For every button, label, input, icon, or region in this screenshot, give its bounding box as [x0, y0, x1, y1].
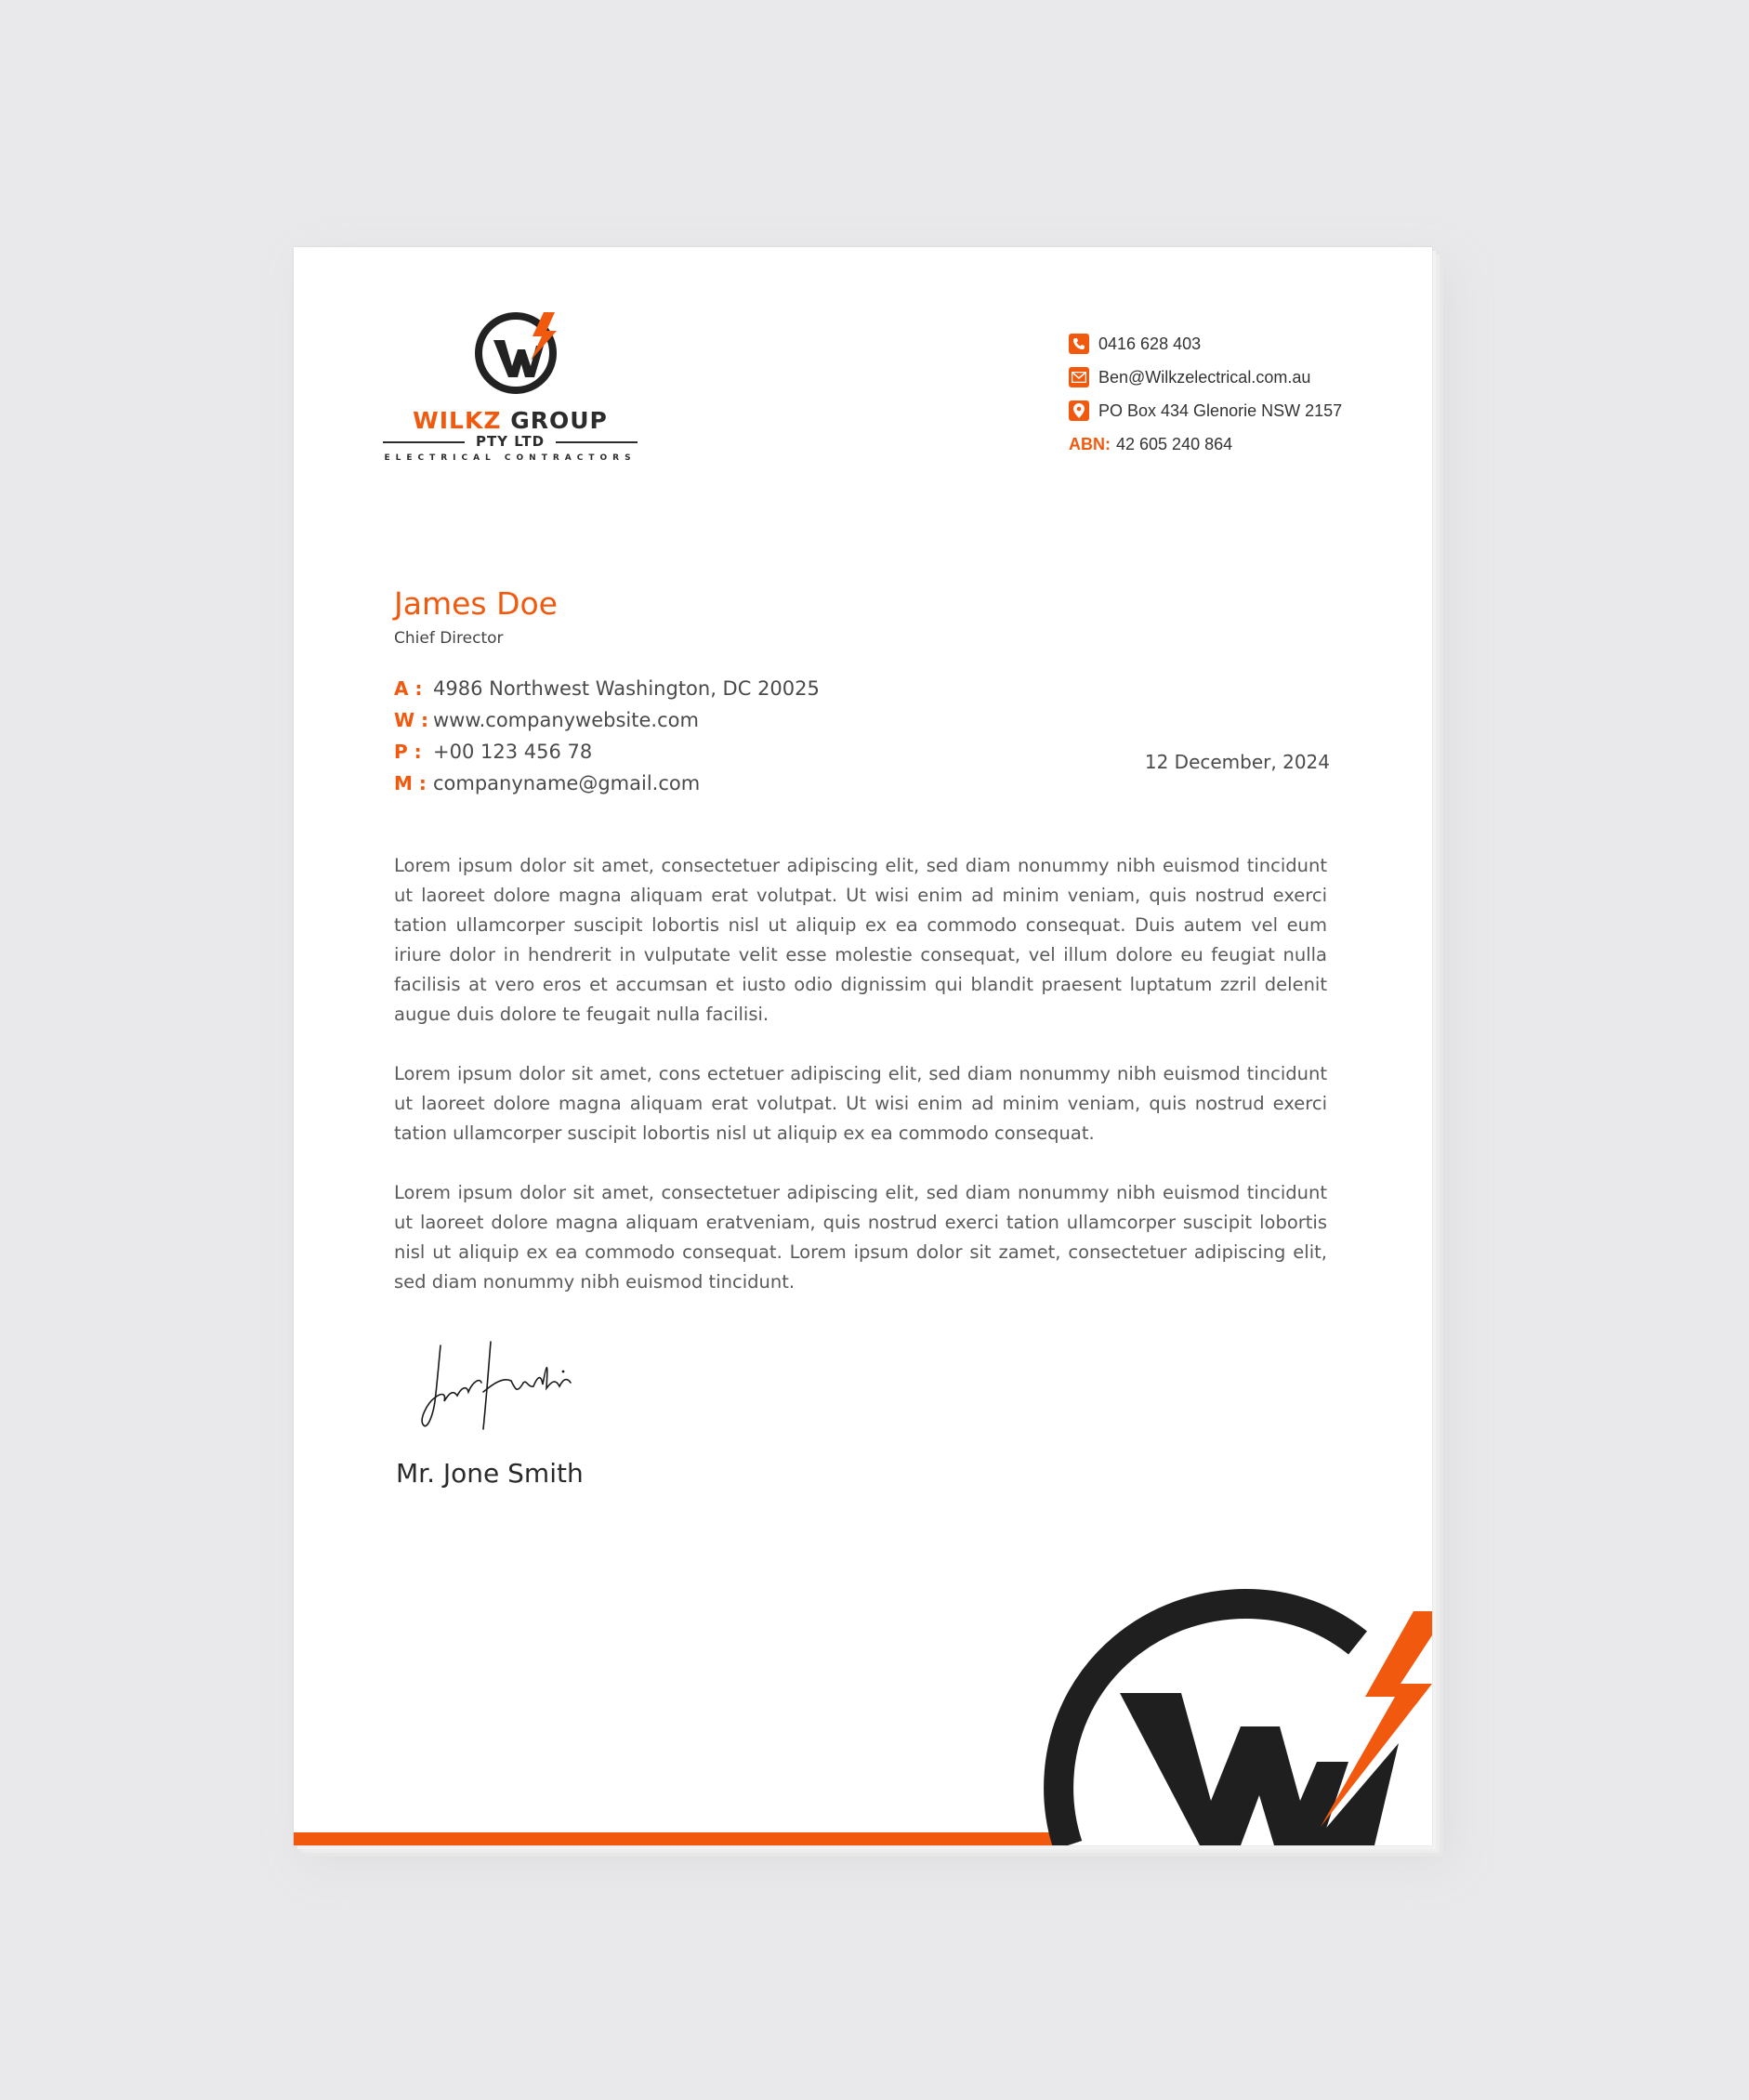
detail-phone-row: [394, 736, 820, 768]
contact-address: PO Box 434 Glenorie NSW 2157: [1098, 400, 1343, 420]
contact-email: Ben@Wilkzelectrical.com.au: [1098, 367, 1311, 387]
contact-block: [1069, 333, 1403, 455]
phone-icon: [1069, 334, 1089, 354]
handwritten-signature: [414, 1336, 582, 1435]
watermark-logo-icon: [1042, 1511, 1432, 1845]
logo-name-part2: GROUP: [510, 407, 608, 434]
contact-phone-row: [1069, 333, 1403, 355]
abn-label: ABN:: [1069, 434, 1111, 453]
detail-key: A :: [394, 677, 423, 700]
abn-row: [1069, 433, 1403, 455]
recipient-name: James Doe: [394, 585, 558, 622]
detail-key: P :: [394, 741, 422, 763]
logo-name-part1: WILKZ: [413, 407, 502, 434]
wilkz-logo-icon: [471, 305, 564, 398]
letter-date: 12 December, 2024: [1144, 751, 1330, 773]
detail-key: W :: [394, 709, 429, 731]
logo-subtitle-text: PTY LTD: [475, 433, 546, 450]
email-icon: [1069, 367, 1089, 387]
bottom-accent-bar: [294, 1832, 1065, 1845]
letterhead-page: [294, 247, 1432, 1845]
location-pin-icon: [1069, 400, 1089, 421]
contact-address-row: [1069, 400, 1403, 422]
detail-mail-row: [394, 768, 820, 799]
detail-value: companyname@gmail.com: [433, 772, 701, 794]
logo-subtitle: [375, 433, 645, 450]
logo-tagline: ELECTRICAL CONTRACTORS: [384, 453, 637, 463]
letter-body: [394, 851, 1327, 1327]
detail-value: +00 123 456 78: [433, 741, 593, 763]
body-paragraph: Lorem ipsum dolor sit amet, cons ectetuer adipiscing elit, sed diam nonummy nibh euismod tincidunt ut laoreet dolore magna aliquam erat volutpat. Ut wisi enim ad minim veniam, quis nostrud exerci tation ullamcorper suscipit lobortis nisl ut aliquip ex ea commodo consequat.: [394, 1063, 1327, 1144]
detail-address-row: [394, 673, 820, 704]
recipient-details: [394, 673, 820, 799]
body-paragraph: Lorem ipsum dolor sit amet, consectetuer adipiscing elit, sed diam nonummy nibh euismod tincidunt ut laoreet dolore magna aliquam eratveniam, quis nostrud exerci tation ullamcorper suscipit lobortis nisl ut aliquip ex ea commodo consequat. Lorem ipsum dolor sit zamet, consectetuer adipiscing elit, sed diam nonummy nibh euismod tincidunt.: [394, 1182, 1327, 1293]
abn-value: 42 605 240 864: [1116, 434, 1233, 453]
detail-value: www.companywebsite.com: [433, 709, 699, 731]
company-logo: [375, 305, 645, 463]
signer-name: Mr. Jone Smith: [396, 1458, 584, 1489]
body-paragraph: Lorem ipsum dolor sit amet, consectetuer adipiscing elit, sed diam nonummy nibh euismod tincidunt ut laoreet dolore magna aliquam erat volutpat. Ut wisi enim ad minim veniam, quis nostrud exerci tation ullamcorper suscipit lobortis nisl ut aliquip ex ea commodo consequat. Duis autem vel eum iriure dolor in hendrerit in vulputate velit esse molestie consequat, vel illum dolore eu feugiat nulla facilisis at vero eros et accumsan et iusto odio dignissim qui blandit praesent luptatum zzril delenit augue duis dolore te feugait nulla facilisi.: [394, 855, 1327, 1025]
detail-website-row: [394, 704, 820, 736]
contact-phone: 0416 628 403: [1098, 334, 1202, 353]
logo-company-name: [375, 407, 645, 434]
detail-key: M :: [394, 772, 427, 794]
contact-email-row: [1069, 366, 1403, 388]
recipient-title: Chief Director: [394, 629, 504, 648]
detail-value: 4986 Northwest Washington, DC 20025: [433, 677, 820, 700]
